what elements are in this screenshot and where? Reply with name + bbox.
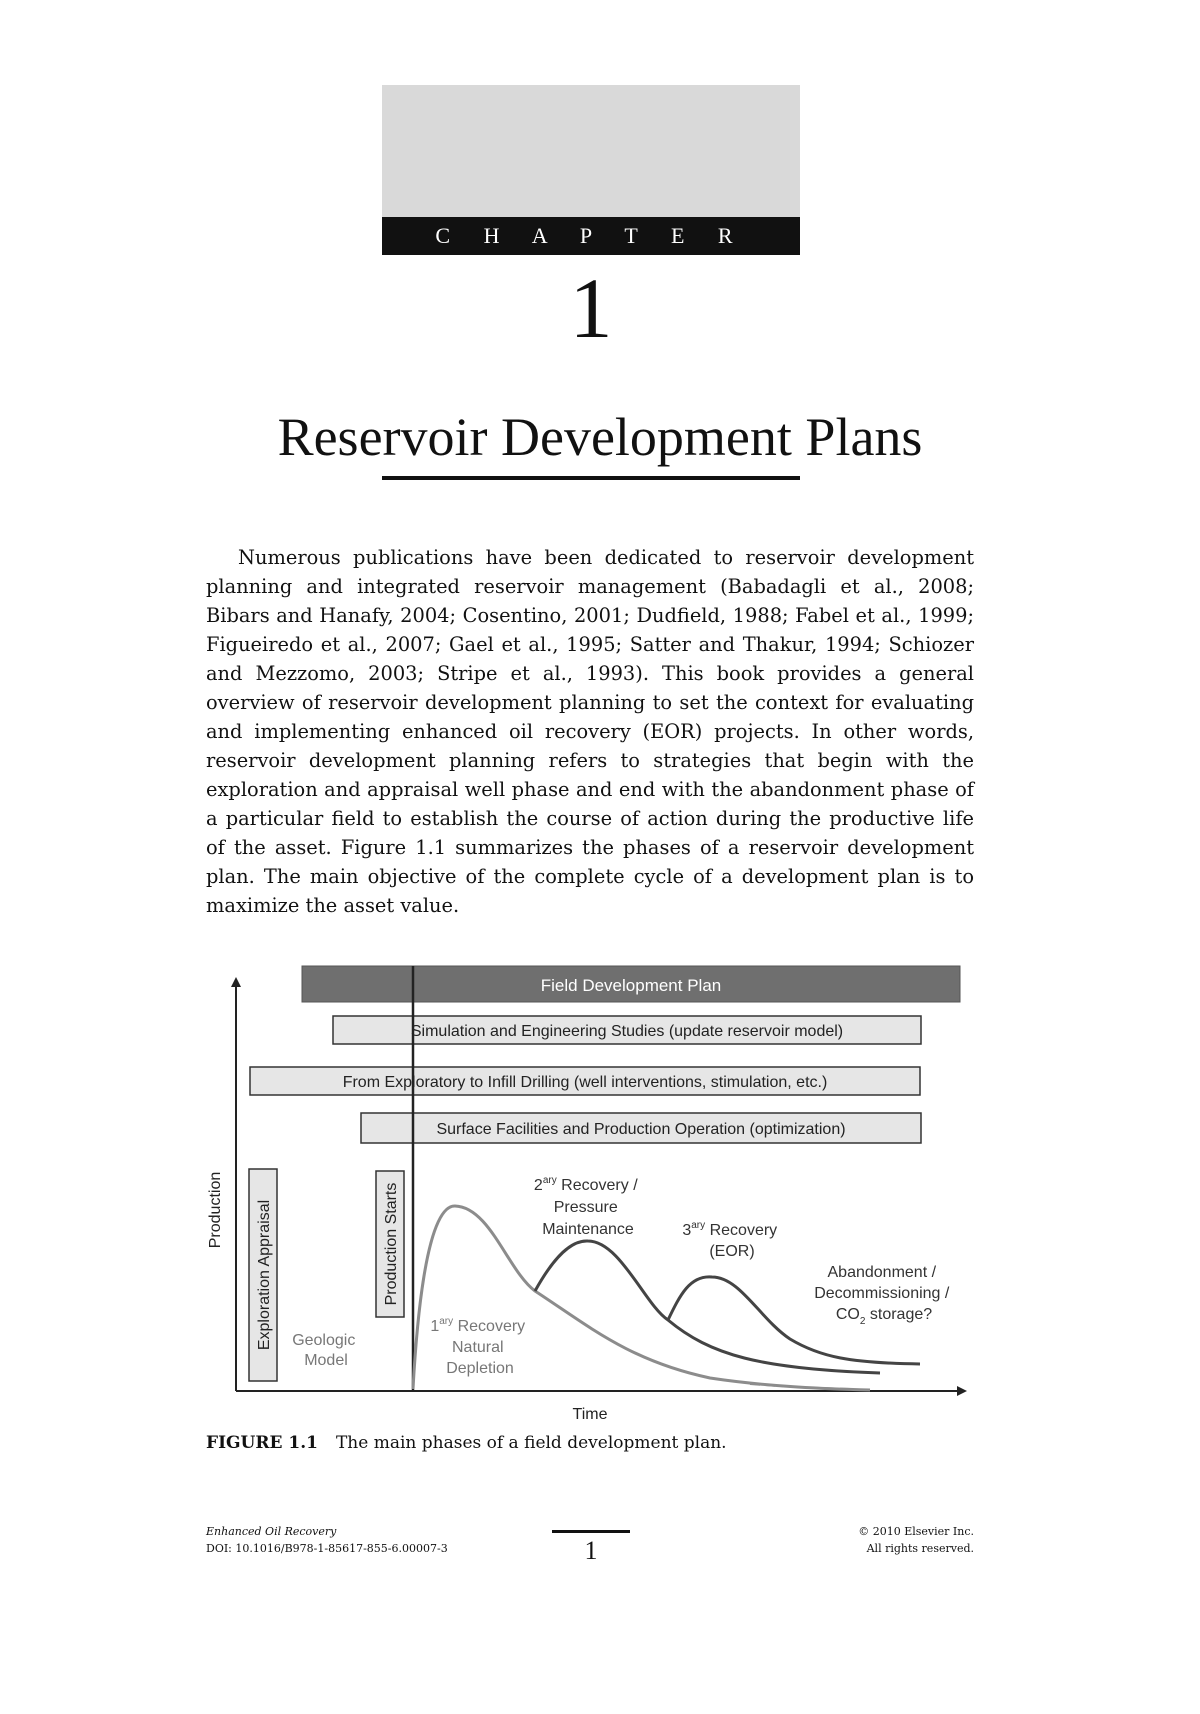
abandon-line-2: Decommissioning / [814,1285,950,1302]
caption-text: The main phases of a field development plan. [335,1433,727,1453]
body-paragraph: Numerous publications have been dedicated to reservoir development planning and integrated reservoir management (Babadagli et al., 2008; Bibars and Hanafy, 2004; Cosentino, 2001; Dudfield, 1988; Fabel et al., 1999; Figueiredo et al., 2007; Gael et al., 1995; Satter and Thakur, 1994; Schiozer and Mezzomo, 2003; Stripe et al., 1993). This book provides a general overview of reservoir development planning to set the context for evaluating and implementing enhanced oil recovery (EOR) projects. In other words, reservoir development planning refers to strategies that begin with the exploration and appraisal well phase and end with the abandonment phase of a particular field to establish the course of action during the productive life of the asset. Figure 1.1 summarizes the phases of a reservoir development plan. The main objective of the complete cycle of a development plan is to maximize the asset value. [206,546,974,917]
primary-line-2: Natural [451,1339,504,1356]
primary-sup: ary [439,1316,454,1327]
tertiary-line-2: (EOR) [709,1243,755,1260]
secondary-line-2: Pressure [553,1199,618,1216]
tertiary-recovery-label [682,1220,781,1260]
x-axis-label: Time [572,1406,608,1423]
primary-line-3: Depletion [446,1360,514,1377]
primary-num: 1 [430,1318,440,1335]
primary-line-1: Recovery [453,1318,526,1335]
y-axis-label: Production [207,1171,224,1249]
figure-caption [206,1433,1006,1453]
footer-copyright: © 2010 Elsevier Inc. [858,1525,974,1538]
simulation-bar-label: Simulation and Engineering Studies (update reservoir model) [410,1023,844,1040]
figure-field-development-phases [190,955,980,1425]
secondary-recovery-label [534,1175,642,1238]
abandon-storage: storage? [865,1306,933,1323]
exploration-appraisal-label: Exploration Appraisal [256,1199,273,1351]
geologic-line-1: Geologic [292,1332,356,1349]
footer-book-title: Enhanced Oil Recovery [206,1525,337,1538]
abandon-line-1: Abandonment / [827,1264,937,1281]
chapter-header-box [382,85,800,217]
chapter-number: 1 [569,260,613,356]
title-underline [382,476,800,480]
tertiary-num: 3 [682,1222,692,1239]
geologic-model-label [292,1332,360,1369]
abandon-co: CO [835,1306,860,1323]
secondary-recovery-curve [535,1241,880,1373]
footer-page-rule [552,1530,630,1533]
abandon-co-sub: 2 [859,1316,866,1327]
secondary-sup: ary [542,1175,557,1186]
chapter-title: Reservoir Development Plans [277,407,923,467]
primary-recovery-label [430,1316,529,1377]
secondary-line-1: Recovery / [556,1177,638,1194]
footer-rights: All rights reserved. [866,1542,974,1555]
drilling-bar-label: From Exploratory to Infill Drilling (well interventions, stimulation, etc.) [342,1074,828,1091]
secondary-line-3: Maintenance [542,1221,634,1238]
chapter-label: C H A P T E R [435,223,747,248]
surface-facilities-bar-label: Surface Facilities and Production Operation (optimization) [436,1121,846,1138]
caption-label: FIGURE 1.1 [206,1433,318,1453]
production-starts-label: Production Starts [383,1182,400,1306]
geologic-line-2: Model [304,1352,348,1369]
secondary-num: 2 [533,1177,543,1194]
footer-doi: DOI: 10.1016/B978-1-85617-855-6.00007-3 [206,1542,448,1555]
footer-page-number: 1 [584,1536,598,1565]
footer-right [858,1523,974,1557]
tertiary-line-1: Recovery [705,1222,778,1239]
footer-left [206,1523,448,1557]
field-development-plan-label: Field Development Plan [540,976,722,995]
tertiary-sup: ary [691,1220,706,1231]
abandonment-label [814,1264,954,1327]
chapter-label-bar [382,217,800,255]
